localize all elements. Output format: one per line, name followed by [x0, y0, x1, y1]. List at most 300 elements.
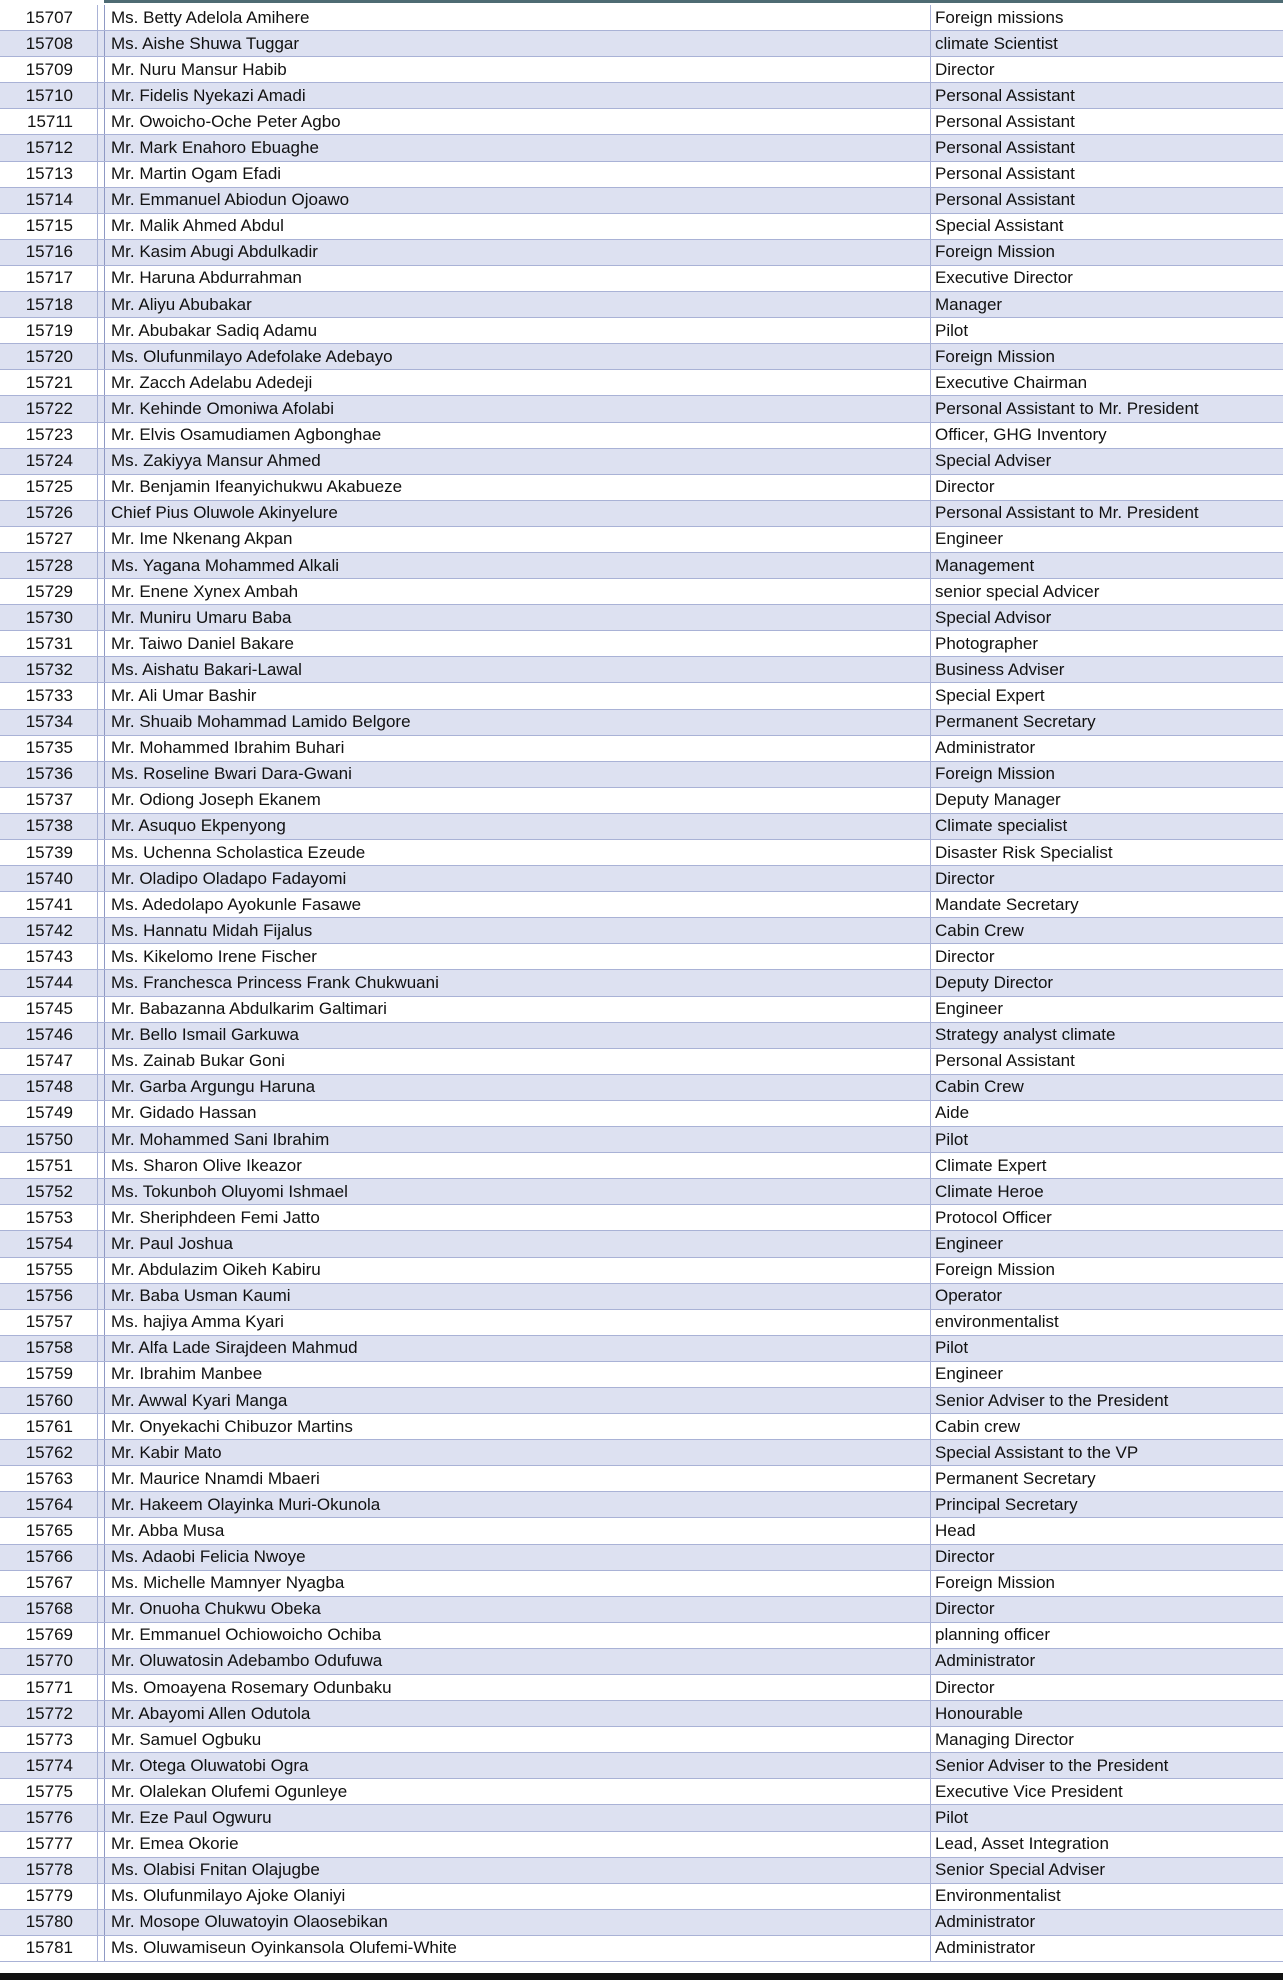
designation-cell[interactable]: Environmentalist	[930, 1884, 1283, 1909]
designation-cell[interactable]: Director	[930, 1545, 1283, 1570]
table-row[interactable]	[0, 1545, 1283, 1571]
row-number-cell[interactable]: 15731	[0, 631, 98, 656]
row-number-cell[interactable]: 15707	[0, 5, 98, 30]
name-cell[interactable]: Mr. Otega Oluwatobi Ogra	[104, 1753, 924, 1778]
designation-cell[interactable]: Administrator	[930, 1910, 1283, 1935]
designation-cell[interactable]: Cabin Crew	[930, 1075, 1283, 1100]
name-cell[interactable]: Mr. Abayomi Allen Odutola	[104, 1701, 924, 1726]
row-number-cell[interactable]: 15708	[0, 31, 98, 56]
designation-cell[interactable]: Director	[930, 1675, 1283, 1700]
table-row[interactable]	[0, 1779, 1283, 1805]
row-number-cell[interactable]: 15710	[0, 83, 98, 108]
designation-cell[interactable]: Personal Assistant	[930, 188, 1283, 213]
table-row[interactable]	[0, 1649, 1283, 1675]
name-cell[interactable]: Mr. Abdulazim Oikeh Kabiru	[104, 1258, 924, 1283]
row-number-cell[interactable]: 15774	[0, 1753, 98, 1778]
row-number-cell[interactable]: 15750	[0, 1127, 98, 1152]
row-number-cell[interactable]: 15761	[0, 1414, 98, 1439]
designation-cell[interactable]: Senior Special Adviser	[930, 1858, 1283, 1883]
designation-cell[interactable]: Personal Assistant	[930, 83, 1283, 108]
name-cell[interactable]: Ms. Michelle Mamnyer Nyagba	[104, 1571, 924, 1596]
table-row[interactable]	[0, 1049, 1283, 1075]
table-row[interactable]	[0, 396, 1283, 422]
table-row[interactable]	[0, 1753, 1283, 1779]
designation-cell[interactable]: Administrator	[930, 1649, 1283, 1674]
designation-cell[interactable]: Director	[930, 57, 1283, 82]
row-number-cell[interactable]: 15763	[0, 1466, 98, 1491]
name-cell[interactable]: Ms. Olabisi Fnitan Olajugbe	[104, 1858, 924, 1883]
name-cell[interactable]: Mr. Onuoha Chukwu Obeka	[104, 1597, 924, 1622]
table-row[interactable]	[0, 162, 1283, 188]
designation-cell[interactable]: Business Adviser	[930, 657, 1283, 682]
table-row[interactable]	[0, 109, 1283, 135]
designation-cell[interactable]: Director	[930, 475, 1283, 500]
designation-cell[interactable]: Special Expert	[930, 683, 1283, 708]
designation-cell[interactable]: Officer, GHG Inventory	[930, 423, 1283, 448]
table-row[interactable]	[0, 1101, 1283, 1127]
row-number-cell[interactable]: 15747	[0, 1049, 98, 1074]
designation-cell[interactable]: Aide	[930, 1101, 1283, 1126]
name-cell[interactable]: Ms. Tokunboh Oluyomi Ishmael	[104, 1179, 924, 1204]
table-row[interactable]	[0, 997, 1283, 1023]
name-cell[interactable]: Mr. Samuel Ogbuku	[104, 1727, 924, 1752]
name-cell[interactable]: Mr. Bello Ismail Garkuwa	[104, 1023, 924, 1048]
row-number-cell[interactable]: 15742	[0, 918, 98, 943]
table-row[interactable]	[0, 1623, 1283, 1649]
name-cell[interactable]: Mr. Odiong Joseph Ekanem	[104, 788, 924, 813]
row-number-cell[interactable]: 15722	[0, 396, 98, 421]
designation-cell[interactable]: Permanent Secretary	[930, 1466, 1283, 1491]
table-row[interactable]	[0, 1701, 1283, 1727]
row-number-cell[interactable]: 15768	[0, 1597, 98, 1622]
name-cell[interactable]: Mr. Nuru Mansur Habib	[104, 57, 924, 82]
name-cell[interactable]: Ms. Kikelomo Irene Fischer	[104, 944, 924, 969]
name-cell[interactable]: Ms. Aishatu Bakari-Lawal	[104, 657, 924, 682]
row-number-cell[interactable]: 15754	[0, 1231, 98, 1256]
name-cell[interactable]: Mr. Emea Okorie	[104, 1832, 924, 1857]
table-row[interactable]	[0, 188, 1283, 214]
table-row[interactable]	[0, 814, 1283, 840]
row-number-cell[interactable]: 15779	[0, 1884, 98, 1909]
name-cell[interactable]: Mr. Benjamin Ifeanyichukwu Akabueze	[104, 475, 924, 500]
table-row[interactable]	[0, 1205, 1283, 1231]
row-number-cell[interactable]: 15762	[0, 1440, 98, 1465]
name-cell[interactable]: Mr. Haruna Abdurrahman	[104, 266, 924, 291]
designation-cell[interactable]: Special Assistant to the VP	[930, 1440, 1283, 1465]
name-cell[interactable]: Mr. Emmanuel Ochiowoicho Ochiba	[104, 1623, 924, 1648]
designation-cell[interactable]: Photographer	[930, 631, 1283, 656]
name-cell[interactable]: Mr. Mohammed Sani Ibrahim	[104, 1127, 924, 1152]
designation-cell[interactable]: Personal Assistant	[930, 109, 1283, 134]
name-cell[interactable]: Mr. Fidelis Nyekazi Amadi	[104, 83, 924, 108]
row-number-cell[interactable]: 15733	[0, 683, 98, 708]
row-number-cell[interactable]: 15709	[0, 57, 98, 82]
designation-cell[interactable]: Mandate Secretary	[930, 892, 1283, 917]
designation-cell[interactable]: environmentalist	[930, 1310, 1283, 1335]
name-cell[interactable]: Mr. Sheriphdeen Femi Jatto	[104, 1205, 924, 1230]
table-row[interactable]	[0, 240, 1283, 266]
name-cell[interactable]: Ms. Adedolapo Ayokunle Fasawe	[104, 892, 924, 917]
designation-cell[interactable]: Honourable	[930, 1701, 1283, 1726]
name-cell[interactable]: Mr. Oluwatosin Adebambo Odufuwa	[104, 1649, 924, 1674]
name-cell[interactable]: Mr. Mohammed Ibrahim Buhari	[104, 736, 924, 761]
designation-cell[interactable]: Principal Secretary	[930, 1492, 1283, 1517]
table-row[interactable]	[0, 1336, 1283, 1362]
name-cell[interactable]: Mr. Ime Nkenang Akpan	[104, 527, 924, 552]
designation-cell[interactable]: Pilot	[930, 318, 1283, 343]
row-number-cell[interactable]: 15726	[0, 501, 98, 526]
name-cell[interactable]: Ms. Uchenna Scholastica Ezeude	[104, 840, 924, 865]
name-cell[interactable]: Mr. Malik Ahmed Abdul	[104, 214, 924, 239]
name-cell[interactable]: Ms. Olufunmilayo Ajoke Olaniyi	[104, 1884, 924, 1909]
row-number-cell[interactable]: 15759	[0, 1362, 98, 1387]
designation-cell[interactable]: Climate Expert	[930, 1153, 1283, 1178]
table-row[interactable]	[0, 214, 1283, 240]
designation-cell[interactable]: Cabin crew	[930, 1414, 1283, 1439]
designation-cell[interactable]: Administrator	[930, 736, 1283, 761]
designation-cell[interactable]: Engineer	[930, 1362, 1283, 1387]
row-number-cell[interactable]: 15753	[0, 1205, 98, 1230]
row-number-cell[interactable]: 15778	[0, 1858, 98, 1883]
table-row[interactable]	[0, 1597, 1283, 1623]
designation-cell[interactable]: Foreign Mission	[930, 1571, 1283, 1596]
table-row[interactable]	[0, 1023, 1283, 1049]
name-cell[interactable]: Mr. Abubakar Sadiq Adamu	[104, 318, 924, 343]
name-cell[interactable]: Ms. hajiya Amma Kyari	[104, 1310, 924, 1335]
table-row[interactable]	[0, 944, 1283, 970]
name-cell[interactable]: Mr. Mark Enahoro Ebuaghe	[104, 135, 924, 160]
row-number-cell[interactable]: 15717	[0, 266, 98, 291]
table-row[interactable]	[0, 788, 1283, 814]
designation-cell[interactable]: Personal Assistant to Mr. President	[930, 501, 1283, 526]
row-number-cell[interactable]: 15711	[0, 109, 98, 134]
designation-cell[interactable]: Permanent Secretary	[930, 710, 1283, 735]
row-number-cell[interactable]: 15727	[0, 527, 98, 552]
row-number-cell[interactable]: 15744	[0, 970, 98, 995]
designation-cell[interactable]: Climate Heroe	[930, 1179, 1283, 1204]
name-cell[interactable]: Ms. Franchesca Princess Frank Chukwuani	[104, 970, 924, 995]
row-number-cell[interactable]: 15776	[0, 1805, 98, 1830]
row-number-cell[interactable]: 15764	[0, 1492, 98, 1517]
designation-cell[interactable]: Director	[930, 1597, 1283, 1622]
row-number-cell[interactable]: 15746	[0, 1023, 98, 1048]
table-row[interactable]	[0, 31, 1283, 57]
name-cell[interactable]: Mr. Olalekan Olufemi Ogunleye	[104, 1779, 924, 1804]
table-row[interactable]	[0, 135, 1283, 161]
designation-cell[interactable]: Director	[930, 944, 1283, 969]
row-number-cell[interactable]: 15720	[0, 344, 98, 369]
designation-cell[interactable]: Engineer	[930, 1231, 1283, 1256]
row-number-cell[interactable]: 15751	[0, 1153, 98, 1178]
name-cell[interactable]: Mr. Hakeem Olayinka Muri-Okunola	[104, 1492, 924, 1517]
designation-cell[interactable]: Cabin Crew	[930, 918, 1283, 943]
row-number-cell[interactable]: 15766	[0, 1545, 98, 1570]
name-cell[interactable]: Mr. Eze Paul Ogwuru	[104, 1805, 924, 1830]
name-cell[interactable]: Mr. Alfa Lade Sirajdeen Mahmud	[104, 1336, 924, 1361]
row-number-cell[interactable]: 15724	[0, 449, 98, 474]
name-cell[interactable]: Ms. Adaobi Felicia Nwoye	[104, 1545, 924, 1570]
table-row[interactable]	[0, 1832, 1283, 1858]
row-number-cell[interactable]: 15756	[0, 1284, 98, 1309]
table-row[interactable]	[0, 57, 1283, 83]
table-row[interactable]	[0, 475, 1283, 501]
row-number-cell[interactable]: 15715	[0, 214, 98, 239]
designation-cell[interactable]: Pilot	[930, 1336, 1283, 1361]
table-row[interactable]	[0, 605, 1283, 631]
name-cell[interactable]: Ms. Oluwamiseun Oyinkansola Olufemi-White	[104, 1936, 924, 1961]
name-cell[interactable]: Ms. Aishe Shuwa Tuggar	[104, 31, 924, 56]
table-row[interactable]	[0, 1258, 1283, 1284]
table-row[interactable]	[0, 1910, 1283, 1936]
name-cell[interactable]: Mr. Mosope Oluwatoyin Olaosebikan	[104, 1910, 924, 1935]
designation-cell[interactable]: Operator	[930, 1284, 1283, 1309]
row-number-cell[interactable]: 15739	[0, 840, 98, 865]
table-row[interactable]	[0, 710, 1283, 736]
name-cell[interactable]: Mr. Ali Umar Bashir	[104, 683, 924, 708]
row-number-cell[interactable]: 15771	[0, 1675, 98, 1700]
designation-cell[interactable]: Head	[930, 1518, 1283, 1543]
table-row[interactable]	[0, 1492, 1283, 1518]
table-row[interactable]	[0, 683, 1283, 709]
row-number-cell[interactable]: 15769	[0, 1623, 98, 1648]
name-cell[interactable]: Ms. Sharon Olive Ikeazor	[104, 1153, 924, 1178]
table-row[interactable]	[0, 736, 1283, 762]
name-cell[interactable]: Mr. Ibrahim Manbee	[104, 1362, 924, 1387]
row-number-cell[interactable]: 15719	[0, 318, 98, 343]
designation-cell[interactable]: Protocol Officer	[930, 1205, 1283, 1230]
table-row[interactable]	[0, 762, 1283, 788]
name-cell[interactable]: Mr. Emmanuel Abiodun Ojoawo	[104, 188, 924, 213]
name-cell[interactable]: Mr. Aliyu Abubakar	[104, 292, 924, 317]
row-number-cell[interactable]: 15723	[0, 423, 98, 448]
name-cell[interactable]: Ms. Hannatu Midah Fijalus	[104, 918, 924, 943]
row-number-cell[interactable]: 15740	[0, 866, 98, 891]
table-row[interactable]	[0, 423, 1283, 449]
row-number-cell[interactable]: 15728	[0, 553, 98, 578]
designation-cell[interactable]: Foreign Mission	[930, 240, 1283, 265]
designation-cell[interactable]: Personal Assistant to Mr. President	[930, 396, 1283, 421]
row-number-cell[interactable]: 15736	[0, 762, 98, 787]
table-row[interactable]	[0, 840, 1283, 866]
table-row[interactable]	[0, 892, 1283, 918]
table-row[interactable]	[0, 449, 1283, 475]
table-row[interactable]	[0, 1153, 1283, 1179]
table-row[interactable]	[0, 918, 1283, 944]
name-cell[interactable]: Mr. Paul Joshua	[104, 1231, 924, 1256]
table-row[interactable]	[0, 1284, 1283, 1310]
row-number-cell[interactable]: 15765	[0, 1518, 98, 1543]
row-number-cell[interactable]: 15716	[0, 240, 98, 265]
designation-cell[interactable]: Managing Director	[930, 1727, 1283, 1752]
table-row[interactable]	[0, 970, 1283, 996]
table-row[interactable]	[0, 1727, 1283, 1753]
row-number-cell[interactable]: 15773	[0, 1727, 98, 1752]
row-number-cell[interactable]: 15757	[0, 1310, 98, 1335]
table-row[interactable]	[0, 344, 1283, 370]
row-number-cell[interactable]: 15755	[0, 1258, 98, 1283]
name-cell[interactable]: Mr. Muniru Umaru Baba	[104, 605, 924, 630]
row-number-cell[interactable]: 15780	[0, 1910, 98, 1935]
row-number-cell[interactable]: 15760	[0, 1388, 98, 1413]
name-cell[interactable]: Ms. Omoayena Rosemary Odunbaku	[104, 1675, 924, 1700]
name-cell[interactable]: Mr. Zacch Adelabu Adedeji	[104, 370, 924, 395]
name-cell[interactable]: Mr. Oladipo Oladapo Fadayomi	[104, 866, 924, 891]
row-number-cell[interactable]: 15737	[0, 788, 98, 813]
table-row[interactable]	[0, 1440, 1283, 1466]
table-row[interactable]	[0, 1884, 1283, 1910]
table-row[interactable]	[0, 1936, 1283, 1962]
table-row[interactable]	[0, 1231, 1283, 1257]
designation-cell[interactable]: Executive Vice President	[930, 1779, 1283, 1804]
designation-cell[interactable]: Personal Assistant	[930, 1049, 1283, 1074]
name-cell[interactable]: Mr. Abba Musa	[104, 1518, 924, 1543]
table-row[interactable]	[0, 553, 1283, 579]
row-number-cell[interactable]: 15732	[0, 657, 98, 682]
designation-cell[interactable]: Deputy Manager	[930, 788, 1283, 813]
table-row[interactable]	[0, 1414, 1283, 1440]
table-row[interactable]	[0, 1466, 1283, 1492]
name-cell[interactable]: Ms. Roseline Bwari Dara-Gwani	[104, 762, 924, 787]
name-cell[interactable]: Mr. Enene Xynex Ambah	[104, 579, 924, 604]
table-row[interactable]	[0, 631, 1283, 657]
name-cell[interactable]: Mr. Kehinde Omoniwa Afolabi	[104, 396, 924, 421]
row-number-cell[interactable]: 15772	[0, 1701, 98, 1726]
row-number-cell[interactable]: 15725	[0, 475, 98, 500]
designation-cell[interactable]: Engineer	[930, 997, 1283, 1022]
designation-cell[interactable]: Administrator	[930, 1936, 1283, 1961]
name-cell[interactable]: Ms. Zainab Bukar Goni	[104, 1049, 924, 1074]
designation-cell[interactable]: Special Assistant	[930, 214, 1283, 239]
row-number-cell[interactable]: 15734	[0, 710, 98, 735]
designation-cell[interactable]: Foreign Mission	[930, 762, 1283, 787]
name-cell[interactable]: Chief Pius Oluwole Akinyelure	[104, 501, 924, 526]
name-cell[interactable]: Mr. Kabir Mato	[104, 1440, 924, 1465]
row-number-cell[interactable]: 15714	[0, 188, 98, 213]
row-number-cell[interactable]: 15712	[0, 135, 98, 160]
designation-cell[interactable]: Personal Assistant	[930, 162, 1283, 187]
table-row[interactable]	[0, 1518, 1283, 1544]
designation-cell[interactable]: Disaster Risk Specialist	[930, 840, 1283, 865]
designation-cell[interactable]: Lead, Asset Integration	[930, 1832, 1283, 1857]
table-row[interactable]	[0, 1075, 1283, 1101]
name-cell[interactable]: Mr. Garba Argungu Haruna	[104, 1075, 924, 1100]
name-cell[interactable]: Mr. Gidado Hassan	[104, 1101, 924, 1126]
table-row[interactable]	[0, 501, 1283, 527]
table-row[interactable]	[0, 1127, 1283, 1153]
designation-cell[interactable]: Executive Chairman	[930, 370, 1283, 395]
name-cell[interactable]: Mr. Elvis Osamudiamen Agbonghae	[104, 423, 924, 448]
row-number-cell[interactable]: 15781	[0, 1936, 98, 1961]
designation-cell[interactable]: Senior Adviser to the President	[930, 1388, 1283, 1413]
designation-cell[interactable]: planning officer	[930, 1623, 1283, 1648]
name-cell[interactable]: Mr. Awwal Kyari Manga	[104, 1388, 924, 1413]
row-number-cell[interactable]: 15770	[0, 1649, 98, 1674]
name-cell[interactable]: Mr. Baba Usman Kaumi	[104, 1284, 924, 1309]
designation-cell[interactable]: Director	[930, 866, 1283, 891]
row-number-cell[interactable]: 15741	[0, 892, 98, 917]
designation-cell[interactable]: climate Scientist	[930, 31, 1283, 56]
row-number-cell[interactable]: 15721	[0, 370, 98, 395]
designation-cell[interactable]: Deputy Director	[930, 970, 1283, 995]
name-cell[interactable]: Ms. Betty Adelola Amihere	[104, 5, 924, 30]
designation-cell[interactable]: Personal Assistant	[930, 135, 1283, 160]
row-number-cell[interactable]: 15713	[0, 162, 98, 187]
table-row[interactable]	[0, 1362, 1283, 1388]
table-row[interactable]	[0, 5, 1283, 31]
table-row[interactable]	[0, 1310, 1283, 1336]
table-row[interactable]	[0, 266, 1283, 292]
name-cell[interactable]: Mr. Onyekachi Chibuzor Martins	[104, 1414, 924, 1439]
designation-cell[interactable]: Climate specialist	[930, 814, 1283, 839]
designation-cell[interactable]: Senior Adviser to the President	[930, 1753, 1283, 1778]
designation-cell[interactable]: senior special Advicer	[930, 579, 1283, 604]
designation-cell[interactable]: Manager	[930, 292, 1283, 317]
name-cell[interactable]: Mr. Martin Ogam Efadi	[104, 162, 924, 187]
name-cell[interactable]: Ms. Yagana Mohammed Alkali	[104, 553, 924, 578]
row-number-cell[interactable]: 15735	[0, 736, 98, 761]
table-row[interactable]	[0, 527, 1283, 553]
table-row[interactable]	[0, 1571, 1283, 1597]
name-cell[interactable]: Ms. Olufunmilayo Adefolake Adebayo	[104, 344, 924, 369]
name-cell[interactable]: Ms. Zakiyya Mansur Ahmed	[104, 449, 924, 474]
row-number-cell[interactable]: 15718	[0, 292, 98, 317]
table-row[interactable]	[0, 83, 1283, 109]
name-cell[interactable]: Mr. Kasim Abugi Abdulkadir	[104, 240, 924, 265]
row-number-cell[interactable]: 15749	[0, 1101, 98, 1126]
row-number-cell[interactable]: 15729	[0, 579, 98, 604]
designation-cell[interactable]: Executive Director	[930, 266, 1283, 291]
designation-cell[interactable]: Management	[930, 553, 1283, 578]
row-number-cell[interactable]: 15775	[0, 1779, 98, 1804]
row-number-cell[interactable]: 15767	[0, 1571, 98, 1596]
designation-cell[interactable]: Pilot	[930, 1127, 1283, 1152]
designation-cell[interactable]: Foreign Mission	[930, 1258, 1283, 1283]
designation-cell[interactable]: Foreign missions	[930, 5, 1283, 30]
table-row[interactable]	[0, 318, 1283, 344]
row-number-cell[interactable]: 15738	[0, 814, 98, 839]
row-number-cell[interactable]: 15748	[0, 1075, 98, 1100]
designation-cell[interactable]: Strategy analyst climate	[930, 1023, 1283, 1048]
row-number-cell[interactable]: 15758	[0, 1336, 98, 1361]
row-number-cell[interactable]: 15730	[0, 605, 98, 630]
designation-cell[interactable]: Pilot	[930, 1805, 1283, 1830]
name-cell[interactable]: Mr. Owoicho-Oche Peter Agbo	[104, 109, 924, 134]
designation-cell[interactable]: Engineer	[930, 527, 1283, 552]
row-number-cell[interactable]: 15745	[0, 997, 98, 1022]
row-number-cell[interactable]: 15777	[0, 1832, 98, 1857]
table-row[interactable]	[0, 292, 1283, 318]
name-cell[interactable]: Mr. Babazanna Abdulkarim Galtimari	[104, 997, 924, 1022]
table-row[interactable]	[0, 657, 1283, 683]
table-row[interactable]	[0, 1805, 1283, 1831]
name-cell[interactable]: Mr. Maurice Nnamdi Mbaeri	[104, 1466, 924, 1491]
table-row[interactable]	[0, 1675, 1283, 1701]
table-row[interactable]	[0, 1388, 1283, 1414]
table-row[interactable]	[0, 579, 1283, 605]
row-number-cell[interactable]: 15752	[0, 1179, 98, 1204]
designation-cell[interactable]: Special Adviser	[930, 449, 1283, 474]
designation-cell[interactable]: Special Advisor	[930, 605, 1283, 630]
table-row[interactable]	[0, 370, 1283, 396]
row-number-cell[interactable]: 15743	[0, 944, 98, 969]
table-row[interactable]	[0, 1858, 1283, 1884]
name-cell[interactable]: Mr. Shuaib Mohammad Lamido Belgore	[104, 710, 924, 735]
name-cell[interactable]: Mr. Taiwo Daniel Bakare	[104, 631, 924, 656]
table-row[interactable]	[0, 1179, 1283, 1205]
designation-cell[interactable]: Foreign Mission	[930, 344, 1283, 369]
table-row[interactable]	[0, 866, 1283, 892]
name-cell[interactable]: Mr. Asuquo Ekpenyong	[104, 814, 924, 839]
